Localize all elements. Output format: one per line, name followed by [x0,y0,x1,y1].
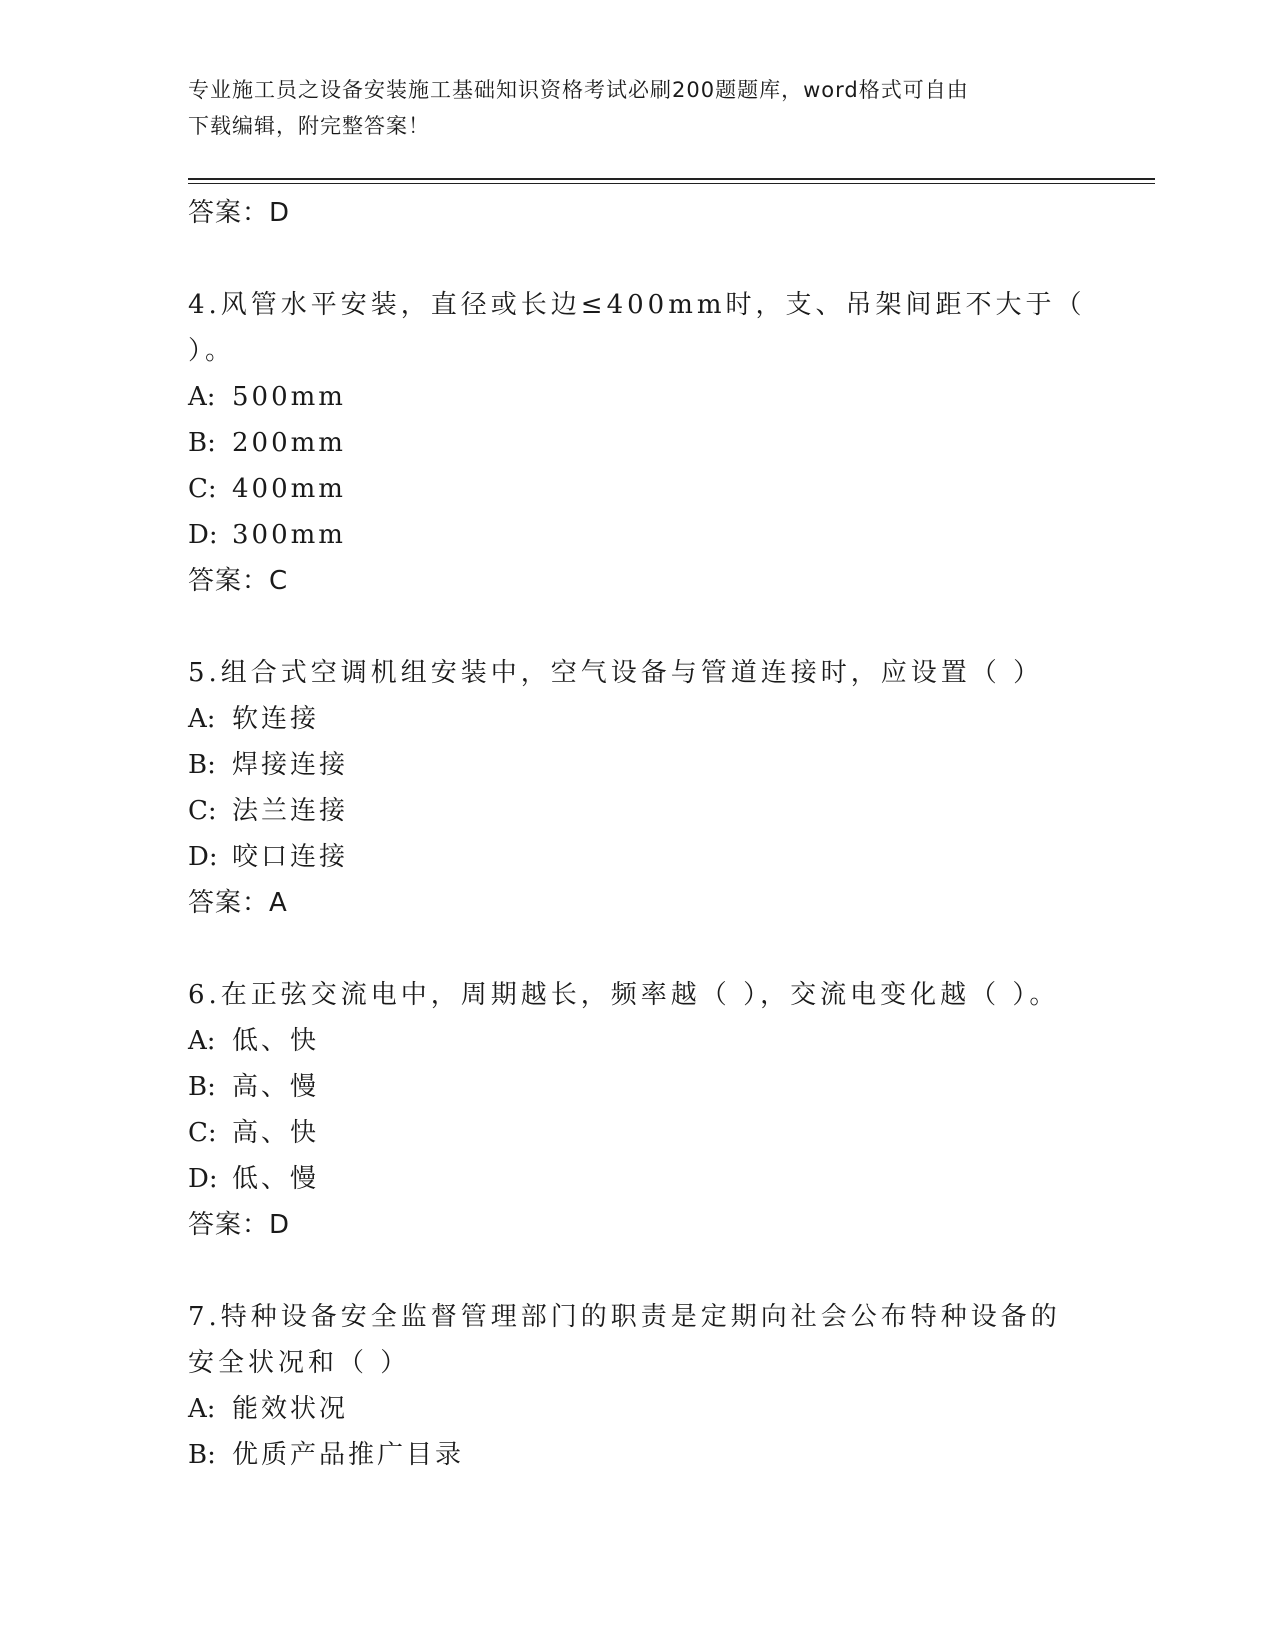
option-text: 低、慢 [232,1164,320,1194]
spacer [188,1248,1088,1294]
option-text: 能效状况 [232,1394,349,1424]
question-stem: 5.组合式空调机组安装中，空气设备与管道连接时，应设置（ ） [188,658,1044,688]
option-b [188,420,1088,466]
option-text: 软连接 [232,704,320,734]
option-b [188,742,1088,788]
question-6 [188,972,1088,1248]
option-letter: B: [188,750,216,780]
answer: 答案：D [188,1210,291,1240]
option-letter: A: [188,1026,216,1056]
option-letter: C: [188,796,217,826]
option-text: 500mm [232,382,346,412]
option-letter: C: [188,474,217,504]
header-line-2: 下载编辑，附完整答案！ [188,114,430,138]
option-letter: A: [188,704,216,734]
question-stem: 4.风管水平安装，直径或长边≤400mm时，支、吊架间距不大于（ ）。 [188,290,1086,366]
option-text: 高、慢 [232,1072,320,1102]
option-text: 优质产品推广目录 [232,1440,465,1470]
question-stem: 6.在正弦交流电中，周期越长，频率越（ ），交流电变化越（ ）。 [188,980,1060,1010]
spacer [188,236,1088,282]
previous-answer: 答案：D [188,198,291,228]
option-a [188,1018,1088,1064]
spacer [188,604,1088,650]
option-letter: D: [188,520,218,550]
option-a [188,374,1088,420]
option-letter: D: [188,1164,218,1194]
question-stem: 7.特种设备安全监督管理部门的职责是定期向社会公布特种设备的安全状况和（ ） [188,1302,1061,1378]
option-letter: D: [188,842,218,872]
option-text: 高、快 [232,1118,320,1148]
option-text: 200mm [232,428,346,458]
option-b [188,1064,1088,1110]
option-a [188,696,1088,742]
option-b [188,1432,1088,1478]
option-letter: A: [188,1394,216,1424]
option-text: 焊接连接 [232,750,349,780]
option-text: 300mm [232,520,346,550]
question-4 [188,282,1088,604]
option-letter: B: [188,428,216,458]
question-7 [188,1294,1088,1478]
option-c [188,1110,1088,1156]
document-header [188,72,1068,144]
answer: 答案：A [188,888,288,918]
question-5 [188,650,1088,926]
option-c [188,788,1088,834]
option-d [188,834,1088,880]
option-d [188,512,1088,558]
option-text: 咬口连接 [232,842,349,872]
option-d [188,1156,1088,1202]
option-letter: A: [188,382,216,412]
option-letter: B: [188,1440,216,1470]
spacer [188,926,1088,972]
header-rule-thin [188,183,1155,184]
option-text: 低、快 [232,1026,320,1056]
question-list [188,190,1088,1478]
option-c [188,466,1088,512]
header-rule-thick [188,178,1155,180]
header-line-1: 专业施工员之设备安装施工基础知识资格考试必刷200题题库，word格式可自由 [188,78,969,102]
option-text: 法兰连接 [232,796,349,826]
option-a [188,1386,1088,1432]
option-letter: B: [188,1072,216,1102]
answer: 答案：C [188,566,289,596]
option-letter: C: [188,1118,217,1148]
option-text: 400mm [232,474,346,504]
